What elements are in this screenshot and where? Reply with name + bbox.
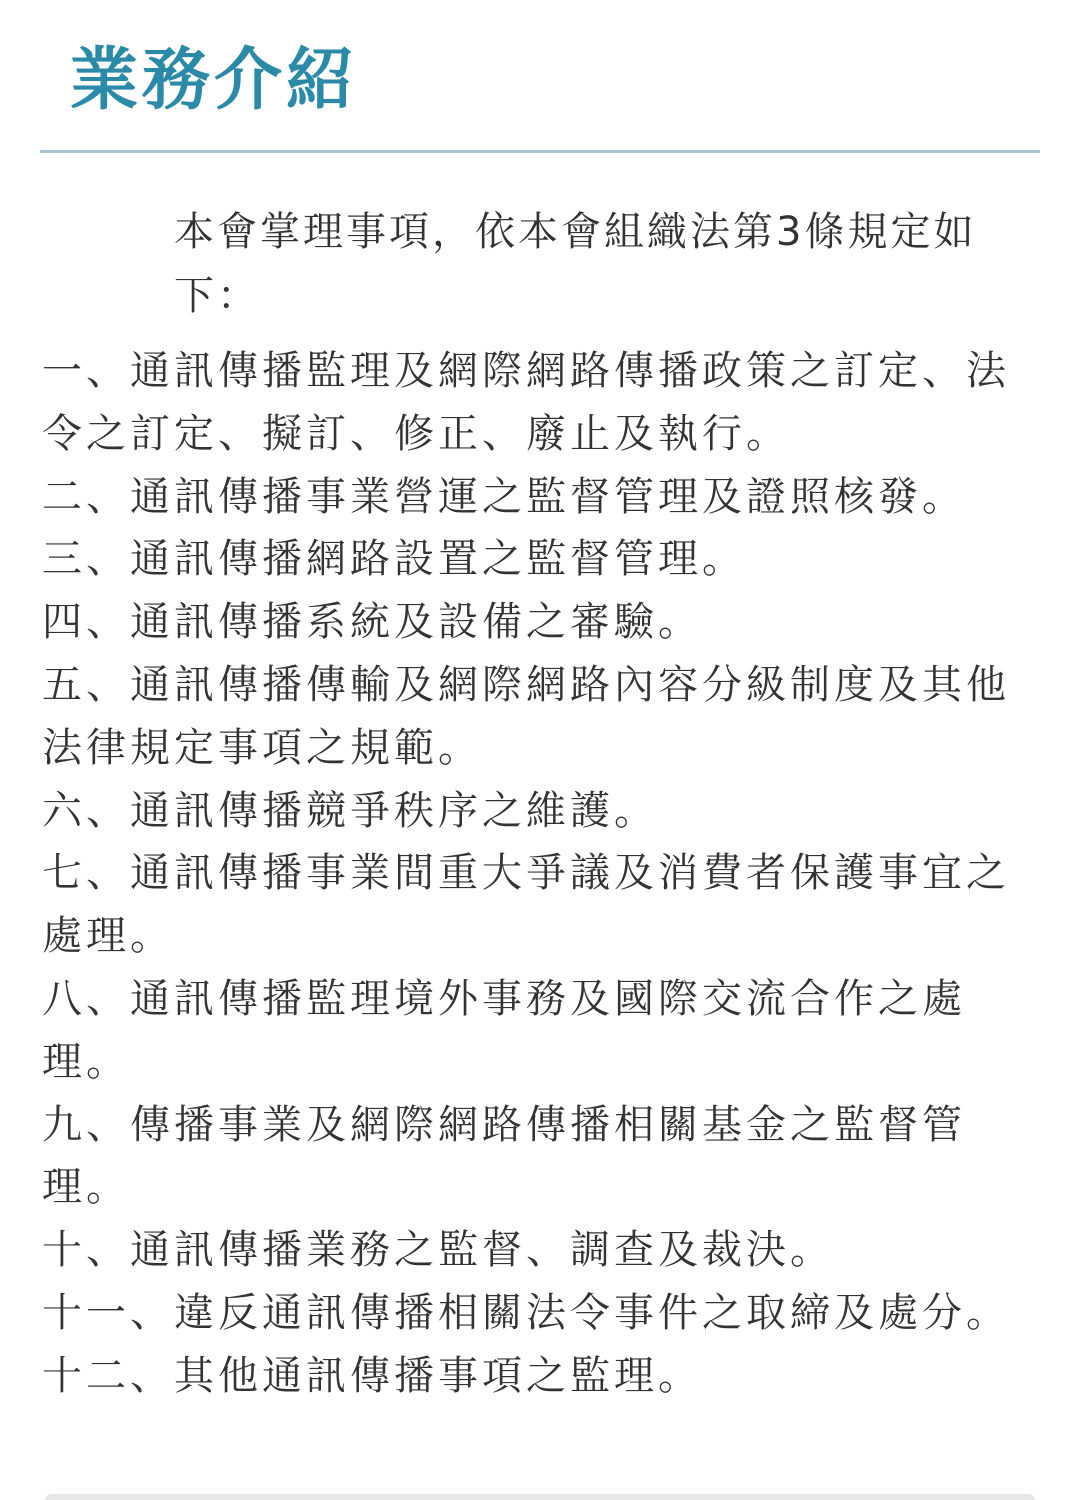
list-item: 八、通訊傳播監理境外事務及國際交流合作之處理。 — [42, 975, 966, 1085]
list-item: 九、傳播事業及網際網路傳播相關基金之監督管理。 — [42, 1101, 966, 1211]
page-title: 業務介紹 — [70, 41, 359, 120]
duty-list — [42, 340, 1032, 1408]
list-item: 十、通訊傳播業務之監督、調查及裁決。 — [42, 1227, 834, 1274]
list-item: 七、通訊傳播事業間重大爭議及消費者保護事宜之處理。 — [42, 850, 1010, 960]
list-item: 三、通訊傳播網路設置之監督管理。 — [42, 536, 746, 583]
title-divider — [40, 150, 1040, 153]
list-item: 一、通訊傳播監理及網際網路傳播政策之訂定、法令之訂定、擬訂、修正、廢止及執行。 — [42, 348, 1010, 457]
list-item: 十二、其他通訊傳播事項之監理。 — [42, 1352, 702, 1399]
list-item: 六、通訊傳播競爭秩序之維護。 — [42, 787, 658, 834]
list-item: 十一、違反通訊傳播相關法令事件之取締及處分。 — [42, 1289, 1010, 1336]
intro-paragraph: 本會掌理事項，依本會組織法第3條規定如下： — [174, 209, 977, 319]
list-item: 四、通訊傳播系統及設備之審驗。 — [42, 599, 702, 646]
next-card-edge — [44, 1494, 1036, 1500]
list-item: 五、通訊傳播傳輸及網際網路內容分級制度及其他法律規定事項之規範。 — [42, 661, 1010, 771]
list-item: 二、通訊傳播事業營運之監督管理及證照核發。 — [42, 473, 966, 520]
